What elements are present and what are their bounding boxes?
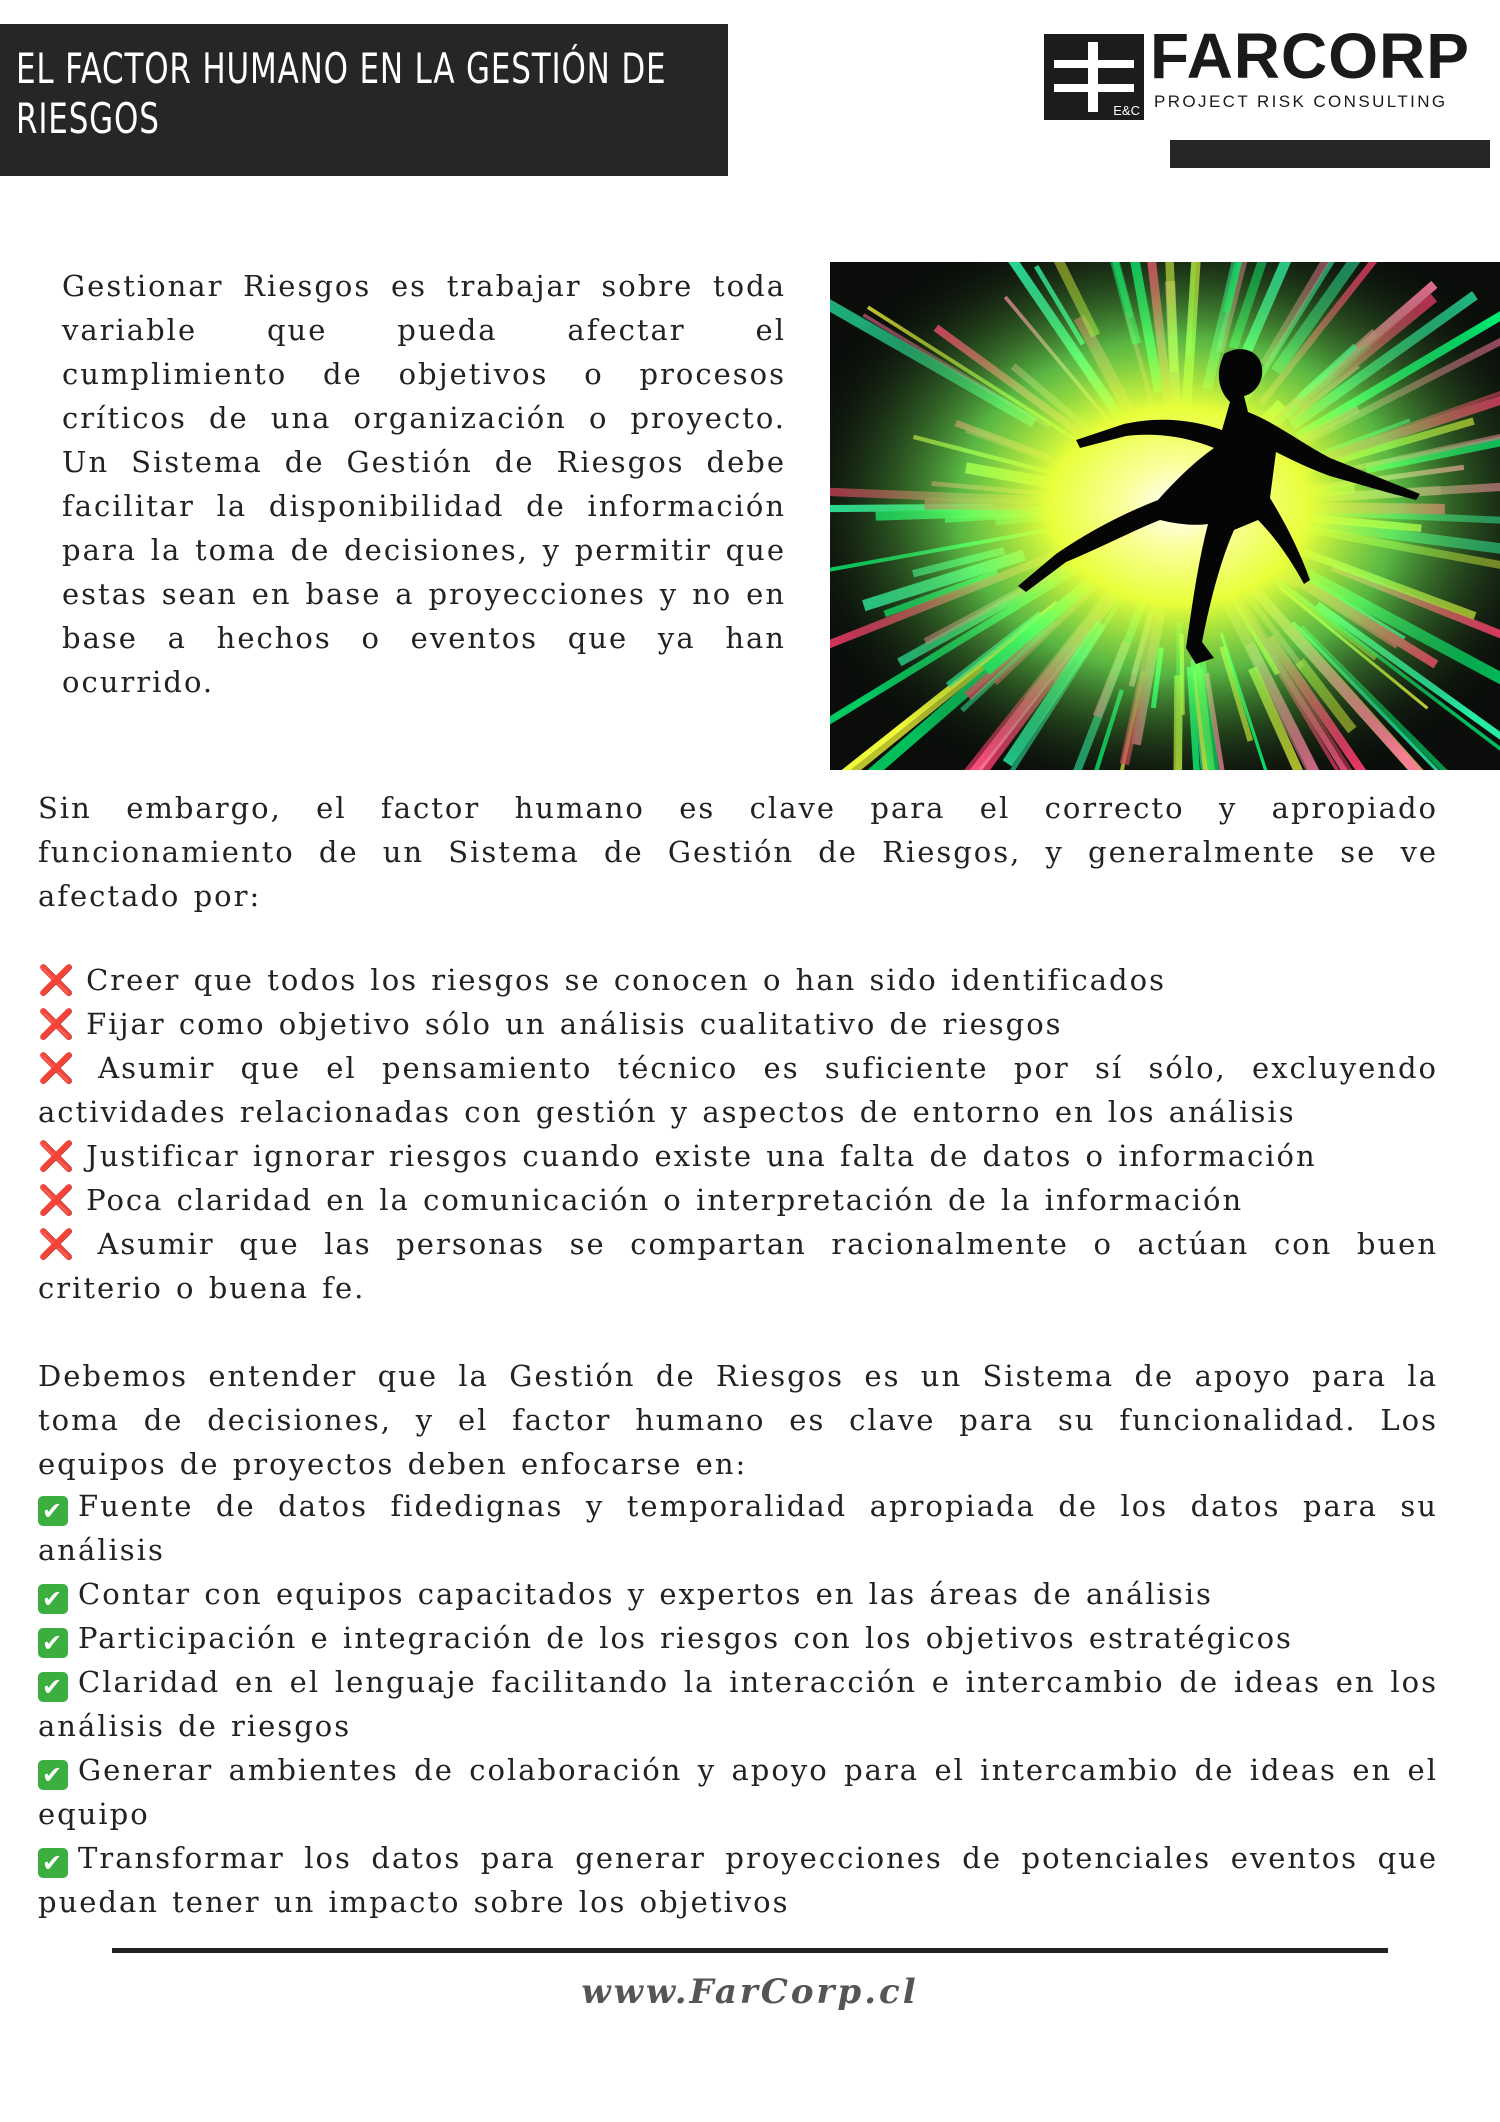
list-item: ✔ Fuente de datos fidedignas y temporalidad apropiada de los datos para su análisis — [38, 1489, 1438, 1567]
green-check-icon: ✔ — [38, 1628, 68, 1658]
footer-divider — [112, 1948, 1388, 1953]
logo-mark-text: E&C — [1113, 103, 1140, 118]
red-x-icon: ❌ — [38, 1227, 88, 1261]
list-item: ❌ Fijar como objetivo sólo un análisis cualitativo de riesgos — [38, 1007, 1063, 1041]
focus-areas-list — [38, 1484, 1438, 1924]
title-banner — [0, 24, 728, 176]
negative-factors-list — [38, 958, 1438, 1310]
green-check-icon: ✔ — [38, 1672, 68, 1702]
green-check-icon: ✔ — [38, 1496, 68, 1526]
human-silhouette-data-burst-illustration — [830, 262, 1500, 770]
list-item: ✔ Transformar los datos para generar proyecciones de potenciales eventos que puedan tener un impacto sobre los objetivos — [38, 1841, 1438, 1919]
red-x-icon: ❌ — [38, 1139, 77, 1173]
logo-name: FARCORP — [1150, 20, 1470, 92]
page-title: EL FACTOR HUMANO EN LA GESTIÓN DE RIESGOS — [16, 44, 667, 143]
red-x-icon: ❌ — [38, 1051, 89, 1085]
list-item: ✔ Generar ambientes de colaboración y apoyo para el intercambio de ideas en el equipo — [38, 1753, 1438, 1831]
list-item: ✔ Contar con equipos capacitados y expertos en las áreas de análisis — [38, 1572, 1438, 1616]
list-item: ✔ Claridad en el lenguaje facilitando la interacción e intercambio de ideas en los análisis de riesgos — [38, 1665, 1438, 1743]
green-check-icon: ✔ — [38, 1760, 68, 1790]
second-paragraph: Sin embargo, el factor humano es clave para el correcto y apropiado funcionamiento de un Sistema de Gestión de Riesgos, y generalmente se ve afectado por: — [38, 791, 1438, 913]
list-item: ❌ Poca claridad en la comunicación o interpretación de la información — [38, 1183, 1244, 1217]
logo-divider — [1170, 140, 1490, 168]
list-item: ❌ Asumir que las personas se compartan racionalmente o actúan con buen criterio o buena fe. — [38, 1227, 1438, 1305]
green-check-icon: ✔ — [38, 1584, 68, 1614]
third-paragraph: Debemos entender que la Gestión de Riesgos es un Sistema de apoyo para la toma de decisiones, y el factor humano es clave para su funcionalidad. Los equipos de proyectos deben enfocarse en: — [38, 1359, 1438, 1481]
logo-tagline: PROJECT RISK CONSULTING — [1154, 92, 1448, 111]
red-x-icon: ❌ — [38, 1007, 77, 1041]
red-x-icon: ❌ — [38, 963, 77, 997]
footer-url-link[interactable]: www.FarCorp.cl — [581, 1972, 919, 2012]
intro-paragraph: Gestionar Riesgos es trabajar sobre toda variable que pueda afectar el cumplimiento de objetivos o procesos críticos de una organización o proyecto. Un Sistema de Gestión de Riesgos debe facilitar la disponibilidad de información para la toma de decisiones, y permitir que estas sean en base a proyecciones y no en base a hechos o eventos que ya han ocurrido. — [62, 269, 786, 699]
list-item: ✔ Participación e integración de los riesgos con los objetivos estratégicos — [38, 1616, 1438, 1660]
green-check-icon: ✔ — [38, 1848, 68, 1878]
farcorp-logo — [1044, 20, 1490, 170]
red-x-icon: ❌ — [38, 1183, 77, 1217]
list-item: ❌ Creer que todos los riesgos se conocen o han sido identificados — [38, 963, 1166, 997]
list-item: ❌ Justificar ignorar riesgos cuando existe una falta de datos o información — [38, 1139, 1317, 1173]
list-item: ❌ Asumir que el pensamiento técnico es suficiente por sí sólo, excluyendo actividades relacionadas con gestión y aspectos de entorno en los análisis — [38, 1051, 1438, 1129]
logo-mark-icon — [1044, 34, 1144, 120]
